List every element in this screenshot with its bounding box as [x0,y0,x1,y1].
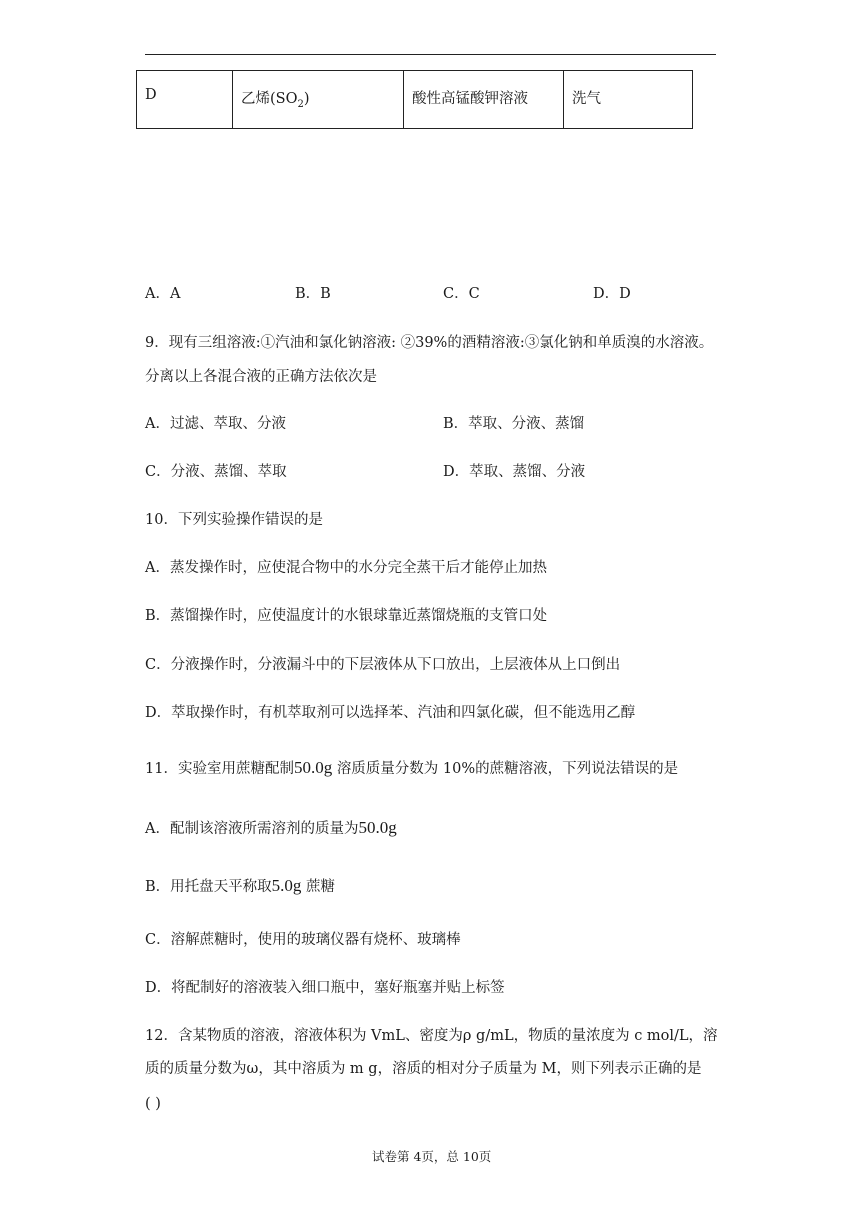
q11-option-d: D．将配制好的溶液装入细口瓶中，塞好瓶塞并贴上标签 [145,980,505,996]
q10-option-d: D．萃取操作时，有机萃取剂可以选择苯、汽油和四氯化碳，但不能选用乙醇 [145,705,636,721]
q9-stem-line2: 分离以上各混合液的正确方法依次是 [145,369,377,385]
q10-option-c: C．分液操作时，分液漏斗中的下层液体从下口放出，上层液体从上口倒出 [145,657,621,673]
options-table [136,70,693,129]
q11-option-c: C．溶解蔗糖时，使用的玻璃仪器有烧杯、玻璃棒 [145,932,461,948]
q11-option-a: A．配制该溶液所需溶剂的质量为50.0g [145,818,397,837]
q10-stem: 10．下列实验操作错误的是 [145,512,323,528]
q8-option-b: B．B [295,286,331,302]
q10-option-a: A．蒸发操作时，应使混合物中的水分完全蒸干后才能停止加热 [145,560,547,576]
q11-option-a-mass: 50.0g [358,818,397,837]
q9-option-a: A．过滤、萃取、分液 [145,416,286,432]
q11-stem: 11．实验室用蔗糖配制50.0g 溶质质量分数为 10%的蔗糖溶液，下列说法错误的是 [145,758,679,777]
table-cell-substance: 乙烯$(SO_2)$ [233,71,404,129]
table-cell-reagent: 酸性高锰酸钾溶液 [404,71,564,129]
table-cell-method: 洗气 [564,71,693,129]
q8-option-d: D．D [593,286,631,302]
q11-option-b-mass: 5.0g [271,876,302,895]
subscript: 2 [297,98,304,110]
q9-option-d: D．萃取、蒸馏、分液 [443,464,586,480]
q9-option-c: C．分液、蒸馏、萃取 [145,464,287,480]
q8-option-c: C．C [443,286,480,302]
header-rule [145,54,716,55]
q12-line2: 质的质量分数为ω，其中溶质为 m g，溶质的相对分子质量为 M，则下列表示正确的是 [145,1061,702,1077]
q11-mass: 50.0g [293,758,333,777]
q8-option-a: A．A [145,286,181,302]
q12-line1: 12．含某物质的溶液，溶液体积为 VmL、密度为ρ g/mL，物质的量浓度为 c mol/L，溶 [145,1028,718,1044]
q10-option-b: B．蒸馏操作时，应使温度计的水银球靠近蒸馏烧瓶的支管口处 [145,608,548,624]
q12-line3: ( ) [145,1096,161,1112]
table-row [137,71,693,129]
q9-stem-line1: 9．现有三组溶液:①汽油和氯化钠溶液: ②39%的酒精溶液:③氯化钠和单质溴的水溶液。 [145,335,714,351]
table-cell-label: D [137,71,233,129]
q9-option-b: B．萃取、分液、蒸馏 [443,416,585,432]
q11-option-b: B．用托盘天平称取5.0g 蔗糖 [145,876,336,895]
page-footer: 试卷第 4页，总 10页 [372,1149,492,1164]
